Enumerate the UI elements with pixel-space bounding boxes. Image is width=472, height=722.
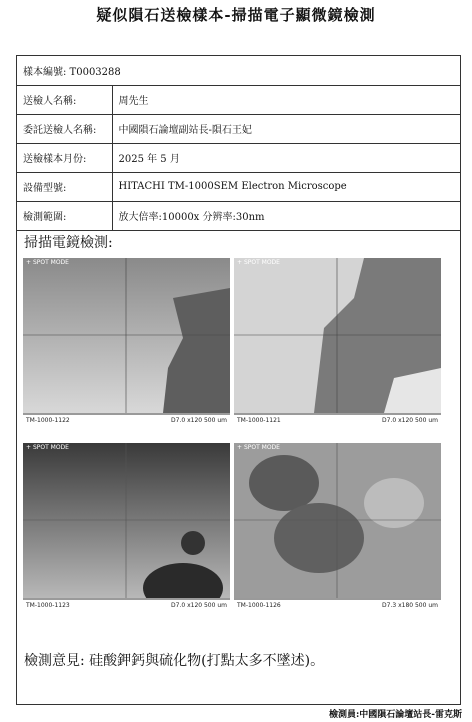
micrograph-caption — [234, 415, 441, 425]
info-value: HITACHI TM-1000SEM Electron Microscope — [112, 172, 460, 201]
info-row — [17, 201, 460, 230]
info-value: 中國隕石論壇副站長-隕石王妃 — [112, 114, 460, 143]
sem-micrograph — [23, 258, 230, 425]
info-value: 放大倍率:10000x 分辨率:30nm — [112, 201, 460, 230]
spot-mode-label: + SPOT MODE — [237, 444, 280, 451]
micrograph-id: TM-1000-1122 — [26, 417, 70, 424]
micrograph-id: TM-1000-1121 — [237, 417, 281, 424]
sem-image — [23, 258, 230, 413]
info-label: 送檢人名稱: — [17, 85, 112, 114]
sem-micrograph — [234, 258, 441, 425]
micrograph-params: D7.0 x120 500 um — [171, 602, 227, 609]
micrograph-caption — [23, 415, 230, 425]
info-label: 委託送檢人名稱: — [17, 114, 112, 143]
info-row — [17, 172, 460, 201]
info-table — [17, 56, 460, 231]
micrograph-params: D7.0 x120 500 um — [382, 417, 438, 424]
sem-image — [23, 443, 230, 598]
test-opinion: 檢測意見: 硅酸鉀鈣與硫化物(打點太多不墜述)。 — [24, 653, 325, 669]
info-row — [17, 85, 460, 114]
inspector-signature: 檢測員:中國隕石論壇站長-雷克斯 — [328, 710, 462, 720]
info-value: 2025 年 5 月 — [112, 143, 460, 172]
sem-micrograph — [23, 443, 230, 610]
info-row — [17, 114, 460, 143]
spot-mode-label: + SPOT MODE — [237, 259, 280, 266]
sem-micrograph — [234, 443, 441, 610]
sem-image — [234, 443, 441, 598]
micrograph-caption — [23, 600, 230, 610]
sem-image — [234, 258, 441, 413]
micrograph-id: TM-1000-1126 — [237, 602, 281, 609]
micrograph-params: D7.3 x180 500 um — [382, 602, 438, 609]
report-title: 疑似隕石送檢樣本-掃描電子顯微鏡檢測 — [96, 6, 376, 24]
report-frame — [16, 55, 461, 705]
sample-id-cell: 樣本編號: T0003288 — [17, 56, 460, 85]
info-label: 檢測範圍: — [17, 201, 112, 230]
info-row — [17, 56, 460, 85]
micrograph-caption — [234, 600, 441, 610]
info-row — [17, 143, 460, 172]
info-value: 周先生 — [112, 85, 460, 114]
micrograph-id: TM-1000-1123 — [26, 602, 70, 609]
section-title: 掃描電鏡檢測: — [24, 235, 113, 251]
spot-mode-label: + SPOT MODE — [26, 444, 69, 451]
spot-mode-label: + SPOT MODE — [26, 259, 69, 266]
info-label: 送檢樣本月份: — [17, 143, 112, 172]
micrograph-params: D7.0 x120 500 um — [171, 417, 227, 424]
info-label: 設備型號: — [17, 172, 112, 201]
